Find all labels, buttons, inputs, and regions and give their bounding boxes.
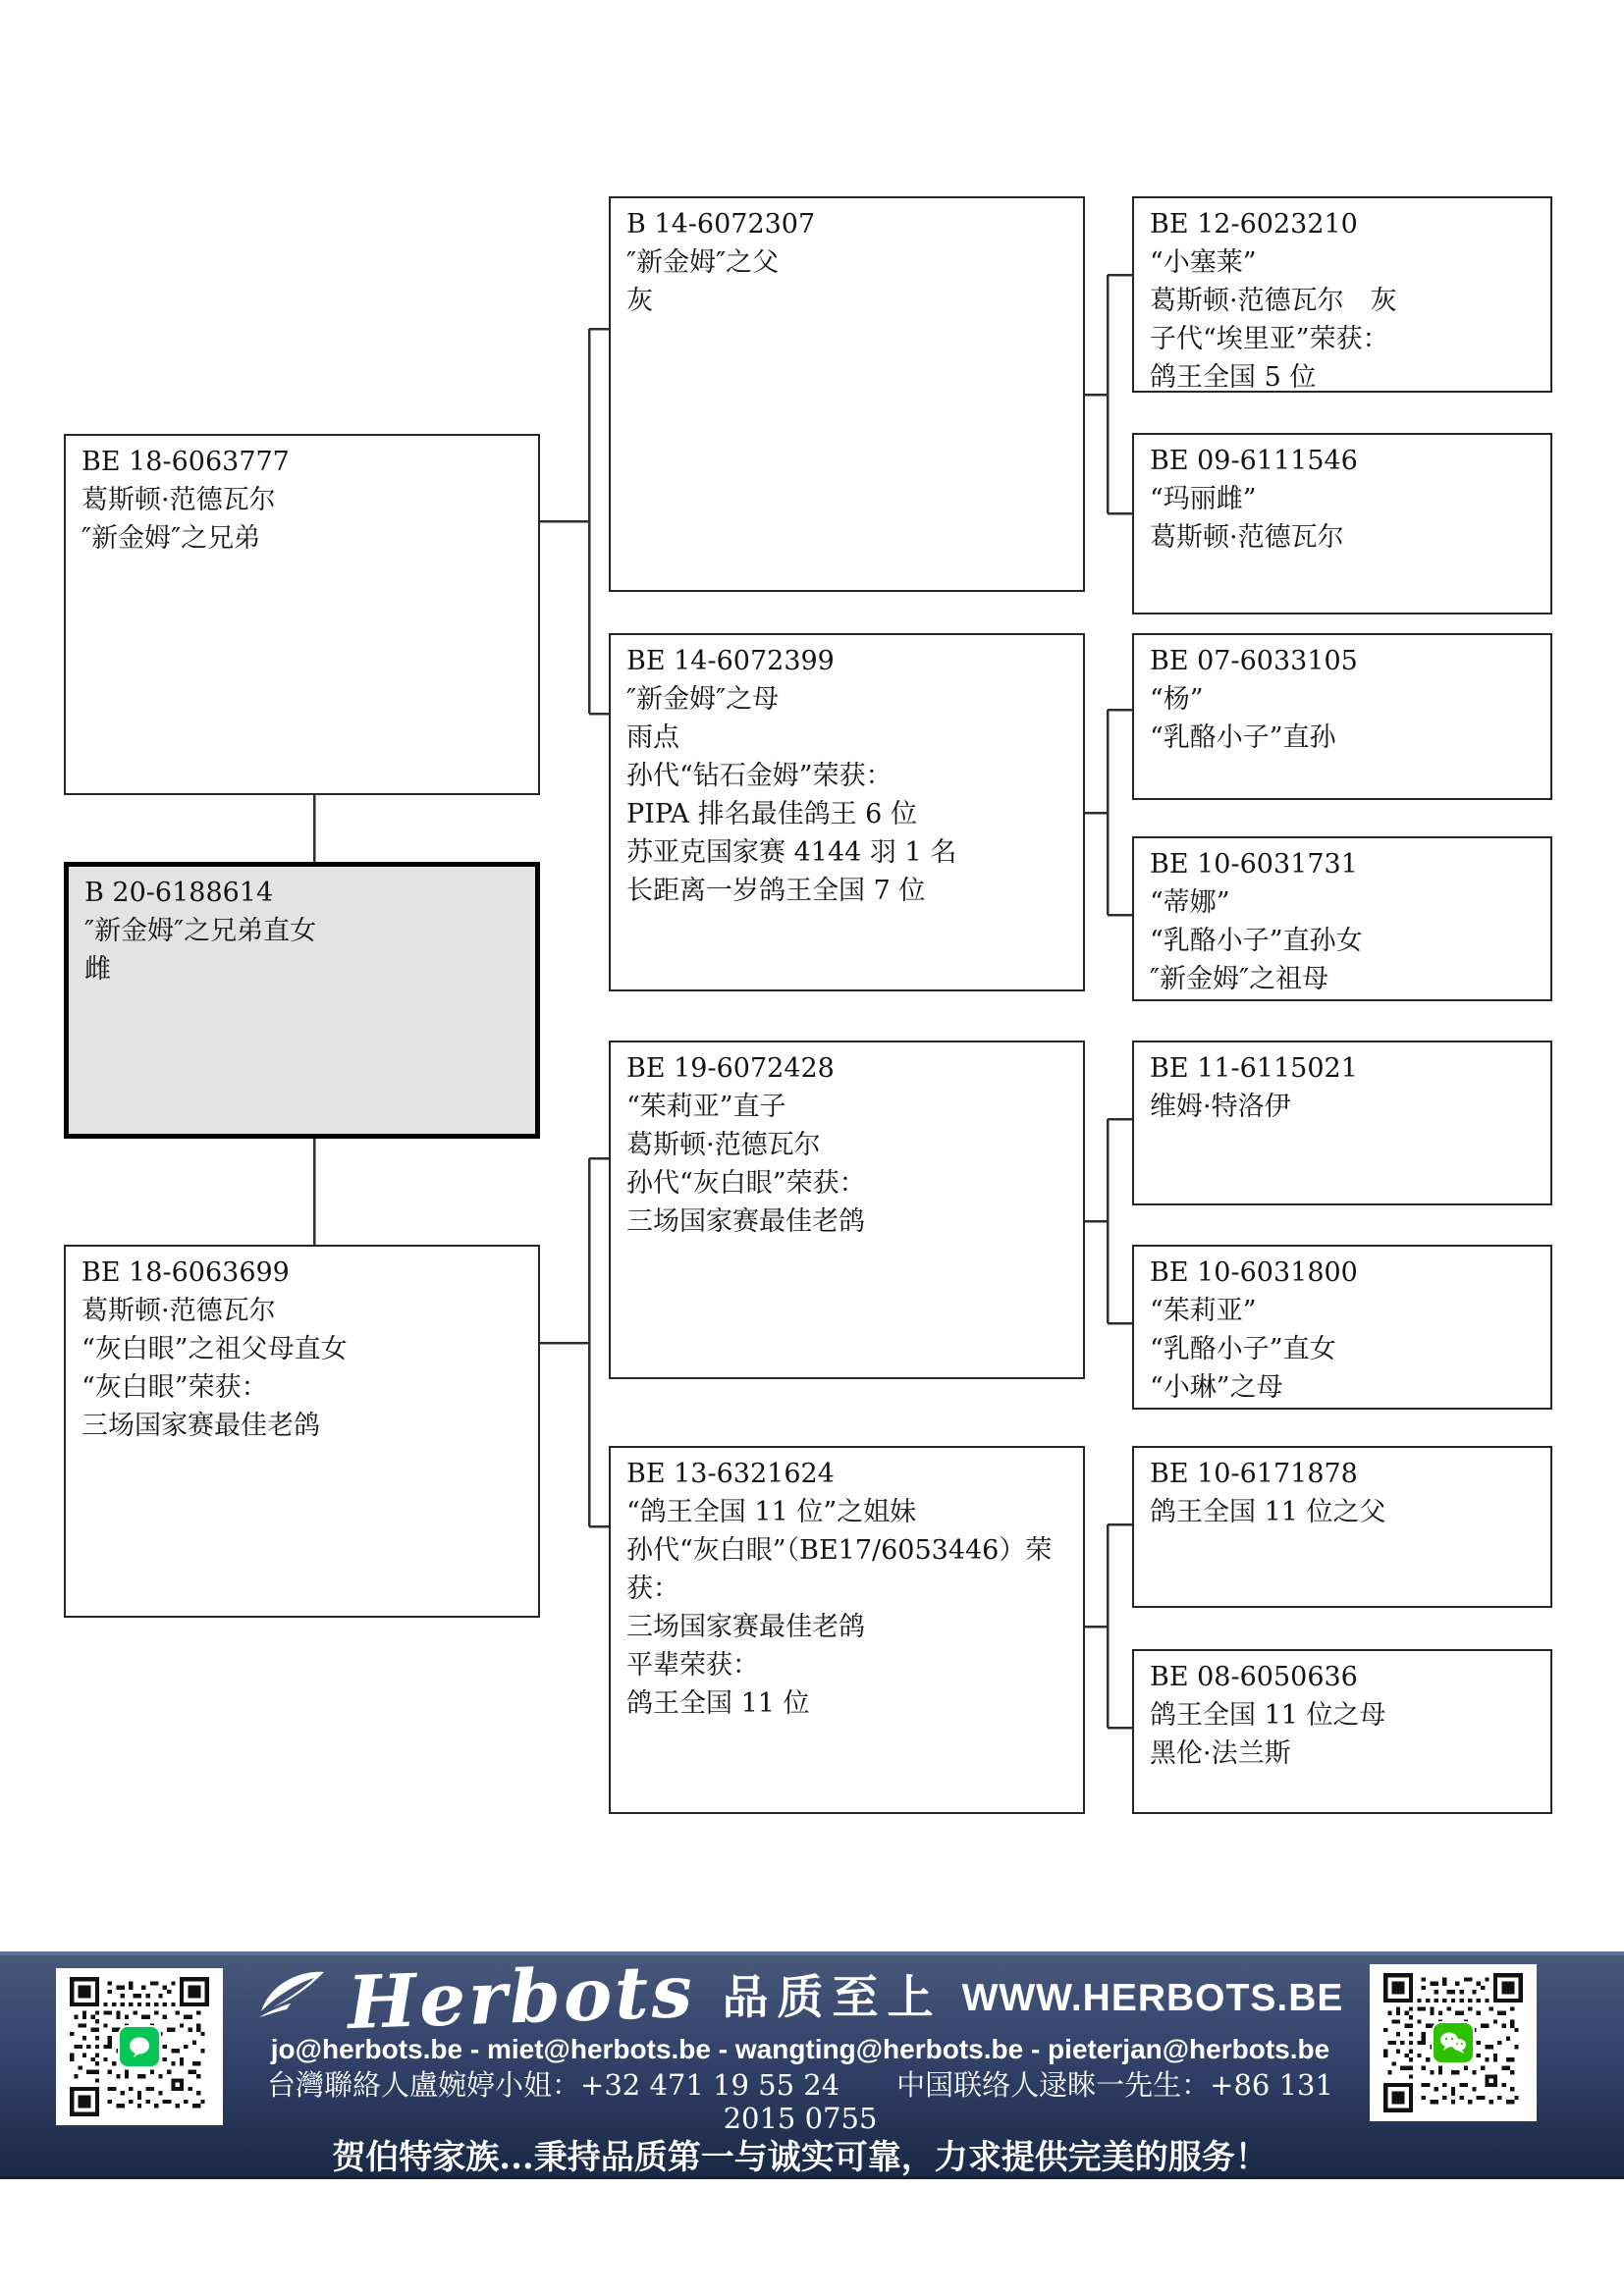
pedigree-line: “灰白眼”之祖父母直女 — [81, 1334, 348, 1364]
pedigree-line: 鸽王全国 11 位 — [626, 1688, 810, 1719]
pedigree-line: 葛斯顿·范德瓦尔 灰 — [1150, 286, 1397, 316]
pedigree-box-ggp2 — [1132, 433, 1552, 614]
brand-slogan: 贺伯特家族...秉持品质第一与诚实可靠，力求提供完美的服务！ — [332, 2138, 1269, 2177]
pedigree-line: PIPA 排名最佳鸽王 6 位 — [626, 799, 917, 829]
ring-id: B 14-6072307 — [626, 209, 816, 240]
ring-id: BE 18-6063777 — [81, 447, 290, 477]
footer-banner — [0, 1951, 1624, 2179]
pedigree-line: 孙代“灰白眼”荣获： — [626, 1168, 866, 1199]
wechat-app-icon — [1432, 2021, 1475, 2064]
pedigree-line: 苏亚克国家赛 4144 羽 1 名 — [626, 837, 957, 868]
pedigree-line: “玛丽雌” — [1150, 484, 1257, 514]
ring-id: BE 09-6111546 — [1150, 446, 1358, 476]
pedigree-line: “小琳”之母 — [1150, 1372, 1283, 1403]
pedigree-line: 三场国家赛最佳老鸽 — [626, 1612, 865, 1642]
brand-logo-row — [257, 1949, 1344, 2047]
pedigree-box-grandfather-paternal — [609, 196, 1085, 592]
pedigree-line: ″新金姆″之父 — [626, 247, 780, 278]
pedigree-box-ggp5 — [1132, 1041, 1552, 1205]
pedigree-line: “乳酪小子”直女 — [1150, 1334, 1336, 1364]
pedigree-line: 孙代“钻石金姆”荣获： — [626, 761, 893, 791]
pedigree-box-grandmother-maternal — [609, 1446, 1085, 1814]
ring-id: BE 08-6050636 — [1150, 1662, 1358, 1692]
website-url: WWW.HERBOTS.BE — [961, 1976, 1344, 2019]
ring-id: BE 13-6321624 — [626, 1459, 835, 1489]
pedigree-line: “蒂娜” — [1150, 887, 1230, 918]
ring-id: BE 11-6115021 — [1150, 1053, 1358, 1084]
pedigree-line: ″新金姆″之祖母 — [1150, 964, 1329, 994]
pedigree-line: 葛斯顿·范德瓦尔 — [81, 1296, 276, 1326]
pedigree-line: “小塞莱” — [1150, 247, 1257, 278]
contact-phones: 台灣聯絡人盧婉婷小姐：+32 471 19 55 24 中国联络人逯睞一先生：+86 131 2015 0755 — [267, 2068, 1343, 2135]
pedigree-box-grandmother-paternal — [609, 633, 1085, 991]
line-qr-code — [56, 1968, 223, 2125]
pedigree-line: 葛斯顿·范德瓦尔 — [626, 1130, 821, 1160]
pedigree-line: 维姆·特洛伊 — [1150, 1092, 1291, 1122]
pedigree-line: “灰白眼”荣获： — [81, 1372, 268, 1403]
pedigree-line: 雌 — [84, 954, 111, 985]
pedigree-box-ggp8 — [1132, 1649, 1552, 1814]
ring-id: BE 18-6063699 — [81, 1257, 290, 1288]
wechat-qr-code — [1370, 1964, 1537, 2121]
ring-id: B 20-6188614 — [84, 878, 274, 908]
pedigree-line: “鸽王全国 11 位”之姐妹 — [626, 1497, 917, 1527]
pedigree-box-mother — [64, 1245, 540, 1618]
pedigree-line: 灰 — [626, 286, 653, 316]
pedigree-box-ggp6 — [1132, 1245, 1552, 1410]
ring-id: BE 10-6171878 — [1150, 1459, 1358, 1489]
pedigree-box-ggp4 — [1132, 836, 1552, 1001]
brand-tagline: 品质至上 — [722, 1970, 943, 2025]
ring-id: BE 19-6072428 — [626, 1053, 835, 1084]
ring-id: BE 12-6023210 — [1150, 209, 1358, 240]
pedigree-line: 子代“埃里亚”荣获： — [1150, 324, 1389, 354]
ring-id: BE 14-6072399 — [626, 646, 835, 676]
pedigree-line: 鸽王全国 5 位 — [1150, 362, 1317, 393]
pedigree-line: 三场国家赛最佳老鸽 — [81, 1411, 320, 1441]
pedigree-box-ggp7 — [1132, 1446, 1552, 1608]
pedigree-line: 孙代“灰白眼”（BE17/6053446）荣获： — [626, 1535, 1053, 1604]
brand-name: Herbots — [346, 1949, 696, 2047]
line-app-icon — [118, 2025, 161, 2068]
pedigree-line: “乳酪小子”直孙女 — [1150, 926, 1363, 956]
feather-icon — [257, 1968, 328, 2027]
pedigree-line: 平辈荣获： — [626, 1650, 759, 1681]
pedigree-line: 三场国家赛最佳老鸽 — [626, 1206, 865, 1237]
pedigree-line: “茱莉亚” — [1150, 1296, 1257, 1326]
pedigree-line: ″新金姆″之兄弟直女 — [84, 916, 317, 946]
pedigree-box-ggp3 — [1132, 633, 1552, 800]
contact-emails: jo@herbots.be - miet@herbots.be - wangting@herbots.be - pieterjan@herbots.be — [270, 2034, 1330, 2064]
footer-content — [236, 1949, 1365, 2177]
pedigree-box-grandfather-maternal — [609, 1041, 1085, 1379]
ring-id: BE 07-6033105 — [1150, 646, 1358, 676]
pedigree-line: 鸽王全国 11 位之父 — [1150, 1497, 1386, 1527]
pedigree-box-ggp1 — [1132, 196, 1552, 393]
pedigree-line: 长距离一岁鸽王全国 7 位 — [626, 876, 926, 906]
pedigree-line: 鸽王全国 11 位之母 — [1150, 1700, 1386, 1731]
pedigree-line: 葛斯顿·范德瓦尔 — [81, 485, 276, 515]
ring-id: BE 10-6031800 — [1150, 1257, 1358, 1288]
pedigree-box-father — [64, 434, 540, 795]
pedigree-line: “茱莉亚”直子 — [626, 1092, 786, 1122]
pedigree-line: ″新金姆″之兄弟 — [81, 523, 261, 554]
pedigree-line: “杨” — [1150, 684, 1204, 715]
pedigree-box-subject — [64, 862, 540, 1139]
pedigree-line: 葛斯顿·范德瓦尔 — [1150, 522, 1344, 553]
pedigree-line: 黑伦·法兰斯 — [1150, 1738, 1291, 1769]
pedigree-line: 雨点 — [626, 722, 679, 753]
pedigree-line: “乳酪小子”直孙 — [1150, 722, 1336, 753]
ring-id: BE 10-6031731 — [1150, 849, 1358, 880]
pedigree-line: ″新金姆″之母 — [626, 684, 780, 715]
